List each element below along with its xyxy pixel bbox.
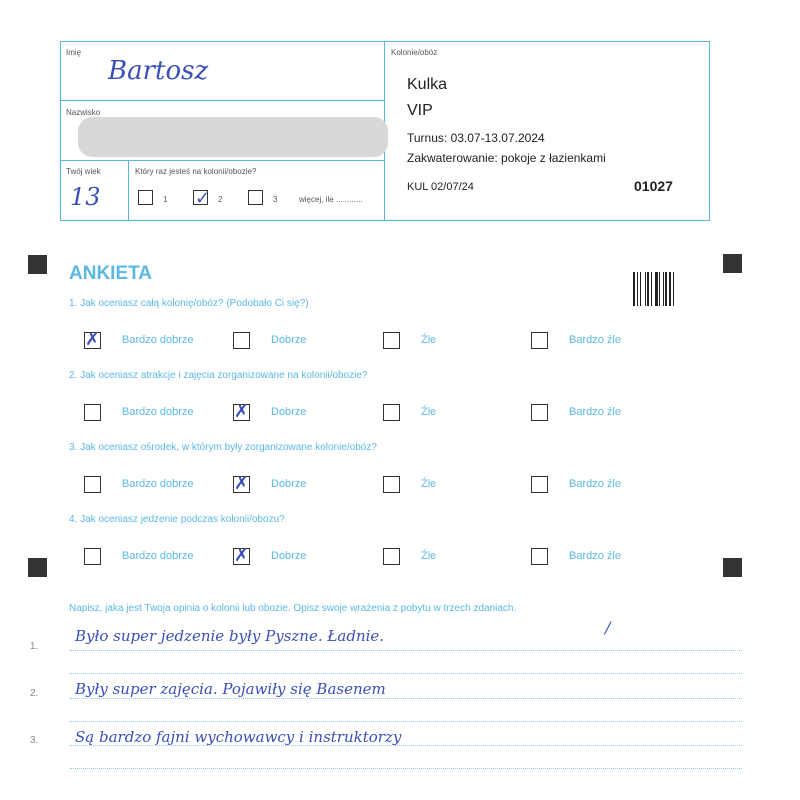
rating-checkbox[interactable] <box>383 476 400 493</box>
check-mark-icon: ✗ <box>85 329 101 350</box>
question-text: 3. Jak oceniasz ośrodek, w którym były zorganizowane kolonie/obóz? <box>69 442 377 453</box>
barcode-bar <box>640 272 641 306</box>
question-text: 1. Jak oceniasz całą kolonię/obóz? (Podobało Ci się?) <box>69 298 309 309</box>
registration-marker <box>28 558 47 577</box>
registration-marker <box>723 254 742 273</box>
barcode-bar <box>645 272 646 306</box>
camp-code: KUL 02/07/24 <box>407 181 474 193</box>
barcode-bar <box>655 272 658 306</box>
line-number: 1. <box>30 641 39 652</box>
camp-label: Kolonie/obóz <box>391 48 438 57</box>
rating-option-label: Bardzo dobrze <box>122 334 194 346</box>
rating-option-label: Bardzo źle <box>569 334 621 346</box>
times-more: więcej, ile ............ <box>299 195 363 204</box>
rating-option-label: Bardzo źle <box>569 406 621 418</box>
barcode <box>633 272 689 306</box>
rating-checkbox[interactable] <box>531 404 548 421</box>
name-value[interactable]: Bartosz <box>108 56 209 86</box>
writing-line <box>70 673 742 674</box>
rating-checkbox[interactable] <box>531 548 548 565</box>
header-row-divider <box>60 100 385 101</box>
answer-line-1[interactable]: Było super jedzenie były Pyszne. Ładnie. <box>75 627 385 645</box>
times-option-2: 2 <box>218 195 223 204</box>
rating-option-label: Bardzo dobrze <box>122 406 194 418</box>
barcode-bar <box>651 272 652 306</box>
barcode-bar <box>637 272 638 306</box>
times-checkbox-3[interactable] <box>248 190 263 205</box>
rating-checkbox[interactable] <box>233 332 250 349</box>
rating-option-label: Dobrze <box>271 334 307 346</box>
camp-type: VIP <box>407 102 433 119</box>
answer-line-2[interactable]: Były super zajęcia. Pojawiły się Basenem <box>75 680 386 698</box>
rating-option-label: Źle <box>421 550 437 562</box>
rating-option-label: Źle <box>421 478 437 490</box>
writing-line <box>70 745 742 746</box>
form-number: 01027 <box>634 178 673 194</box>
times-label: Który raz jesteś na kolonii/obozie? <box>135 167 257 176</box>
rating-checkbox[interactable] <box>531 332 548 349</box>
rating-option-label: Bardzo dobrze <box>122 478 194 490</box>
survey-title: ANKIETA <box>69 263 153 284</box>
rating-option-label: Źle <box>421 406 437 418</box>
rating-option-label: Dobrze <box>271 406 307 418</box>
registration-marker <box>28 255 47 274</box>
question-text: 4. Jak oceniasz jedzenie podczas kolonii/obozu? <box>69 514 285 525</box>
header-col-divider <box>128 160 129 221</box>
surname-label: Nazwisko <box>66 108 101 117</box>
times-option-3: 3 <box>273 195 278 204</box>
rating-checkbox[interactable] <box>383 332 400 349</box>
registration-marker <box>723 558 742 577</box>
check-mark-icon: ✓ <box>195 188 211 209</box>
rating-option-label: Dobrze <box>271 478 307 490</box>
rating-option-label: Bardzo źle <box>569 550 621 562</box>
rating-checkbox[interactable] <box>84 404 101 421</box>
answer-line-3[interactable]: Są bardzo fajni wychowawcy i instruktorzy <box>75 728 402 746</box>
accommodation-text: Zakwaterowanie: pokoje z łazienkami <box>407 151 606 165</box>
times-checkbox-1[interactable] <box>138 190 153 205</box>
check-mark-icon: ✗ <box>234 473 250 494</box>
barcode-bar <box>633 272 635 306</box>
rating-checkbox[interactable] <box>383 404 400 421</box>
camp-name: Kulka <box>407 76 448 93</box>
barcode-bar <box>665 272 667 306</box>
header-row-divider <box>60 160 385 161</box>
line-number: 2. <box>30 688 39 699</box>
rating-option-label: Bardzo źle <box>569 478 621 490</box>
check-mark-icon: ✗ <box>234 545 250 566</box>
rating-checkbox[interactable] <box>84 476 101 493</box>
age-value[interactable]: 13 <box>70 183 101 211</box>
barcode-bar <box>663 272 664 306</box>
rating-checkbox[interactable] <box>383 548 400 565</box>
name-label: Imię <box>66 48 82 57</box>
question-text: 2. Jak oceniasz atrakcje i zajęcia zorganizowane na kolonii/obozie? <box>69 370 368 381</box>
rating-checkbox[interactable] <box>531 476 548 493</box>
writing-line <box>70 721 742 722</box>
turnus-text: Turnus: 03.07-13.07.2024 <box>407 131 545 145</box>
barcode-bar <box>673 272 674 306</box>
stray-pen-mark: / <box>605 618 611 637</box>
rating-option-label: Dobrze <box>271 550 307 562</box>
redacted-surname <box>78 117 388 157</box>
opinion-prompt: Napisz, jaka jest Twoja opinia o kolonii lub obozie. Opisz swoje wrażenia z pobytu w trzech zdaniach. <box>69 603 517 614</box>
writing-line <box>70 698 742 699</box>
barcode-bar <box>669 272 671 306</box>
line-number: 3. <box>30 735 39 746</box>
times-option-1: 1 <box>163 195 168 204</box>
writing-line <box>70 768 742 769</box>
rating-checkbox[interactable] <box>84 548 101 565</box>
rating-option-label: Bardzo dobrze <box>122 550 194 562</box>
barcode-bar <box>659 272 660 306</box>
barcode-bar <box>647 272 649 306</box>
check-mark-icon: ✗ <box>234 401 250 422</box>
rating-option-label: Źle <box>421 334 437 346</box>
age-label: Twój wiek <box>66 167 101 176</box>
writing-line <box>70 650 742 651</box>
